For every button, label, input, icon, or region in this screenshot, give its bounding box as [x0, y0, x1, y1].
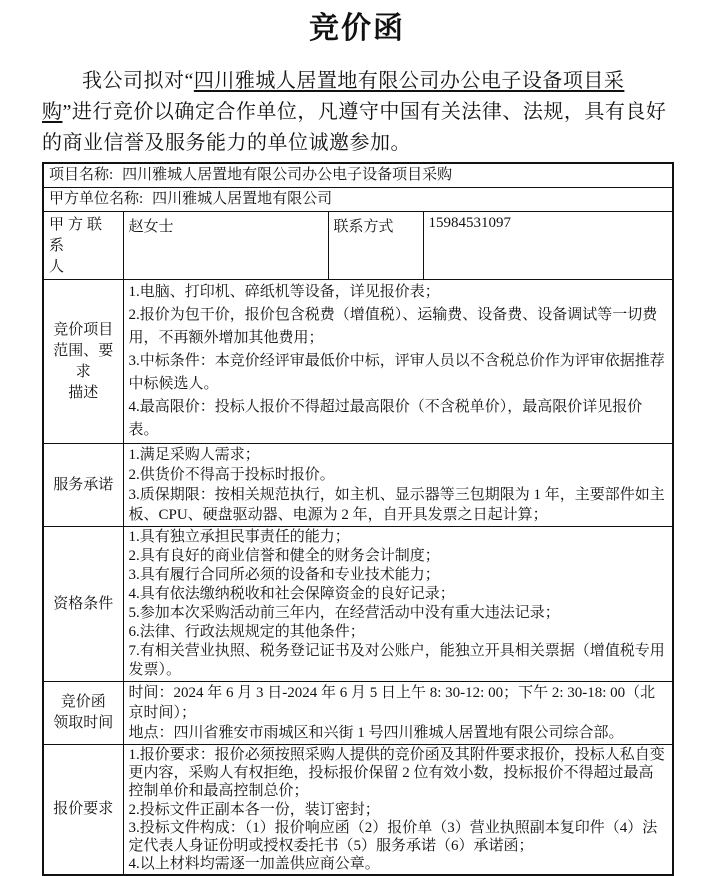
service-item: 2.供货价不得高于投标时报价。 — [128, 467, 335, 483]
contact-phone: 15984531097 — [428, 215, 511, 231]
quotation-item: 3.投标文件构成：（1）报价响应函（2）报价单（3）营业执照副本复印件（4）法定代表人身证份明或授权委托书（5）服务承诺（6）承诺函； — [128, 819, 658, 855]
contact-name: 赵女士 — [128, 219, 174, 235]
contact-method-label-cell — [328, 212, 423, 280]
collection-label-line1: 竞价函 — [60, 694, 106, 710]
quotation-item: 1.报价要求：报价必须按照采购人提供的竞价函及其附件要求报价，投标人私自变更内容，采购人有权拒绝，投标报价保留 2 位有效小数，投标报价不得超过最高控制单价和最高控制总价； — [128, 747, 665, 800]
party-a-name-cell — [43, 188, 673, 212]
collection-place: 地点：四川省雅安市雨城区和兴街 1 号四川雅城人居置地有限公司综合部。 — [128, 725, 624, 741]
project-name-cell — [43, 163, 673, 188]
quotation-label: 报价要求 — [53, 801, 114, 818]
collection-label-cell — [43, 682, 123, 745]
collection-content-cell — [123, 682, 673, 745]
qualification-item: 3.具有履行合同所必须的设备和专业技术能力； — [128, 567, 440, 583]
collection-label-line2: 领取时间 — [53, 715, 114, 731]
scope-item: 4.最高限价：投标人报价不得超过最高限价（不含税单价），最高限价详见报价表。 — [128, 399, 643, 438]
contact-name-cell — [123, 212, 328, 280]
scope-label-cell — [43, 280, 123, 444]
contact-method-label: 联系方式 — [333, 219, 394, 235]
qualification-label: 资格条件 — [53, 595, 114, 612]
project-name-label: 项目名称: — [49, 167, 114, 183]
party-a-name-value: 四川雅城人居置地有限公司 — [152, 191, 333, 207]
scope-item: 3.中标条件：本竞价经评审最低价中标，评审人员以不含税总价作为评审依据推荐中标候选人。 — [128, 353, 665, 392]
row-project-name — [43, 163, 673, 188]
qualification-item: 5.参加本次采购活动前三年内，在经营活动中没有重大违法记录； — [128, 605, 560, 621]
quotation-label-cell — [43, 745, 123, 876]
qualification-label-cell — [43, 527, 123, 682]
contact-phone-cell — [423, 212, 673, 280]
row-scope — [43, 280, 673, 444]
bid-table — [42, 162, 674, 876]
scope-content-cell — [123, 280, 673, 444]
service-item: 1.满足采购人需求； — [128, 447, 260, 463]
contact-label-line1: 甲方联系 — [49, 217, 107, 254]
service-label-cell — [43, 444, 123, 527]
row-service-commitment — [43, 444, 673, 527]
row-collection-time — [43, 682, 673, 745]
scope-item: 2.报价为包干价，报价包含税费（增值税）、运输费、设备费、设备调试等一切费用，不再额外增加其他费用； — [128, 307, 658, 346]
intro-text-after: ”进行竞价以确定合作单位，凡遵守中国有关法律、法规，具有良好的商业信誉及服务能力的单位诚邀参加。 — [42, 101, 667, 154]
intro-paragraph — [42, 66, 672, 159]
scope-item: 1.电脑、打印机、碎纸机等设备，详见报价表； — [128, 284, 440, 300]
intro-project-name-underlined: 四川雅城人居置地有限公司办公电子设备项目采购 — [42, 70, 625, 123]
qualification-item: 4.具有依法缴纳税收和社会保障资金的良好记录； — [128, 586, 455, 602]
quotation-item: 4.以上材料均需逐一加盖供应商公章。 — [128, 856, 380, 873]
service-item: 3.质保期限：按相关规范执行，如主机、显示器等三包期限为 1 年，主要部件如主板、CPU、硬盘驱动器、电源为 2 年，自开具发票之日起计算； — [128, 487, 665, 523]
contact-label-line2: 人 — [49, 259, 65, 275]
qualification-content-cell — [123, 527, 673, 682]
service-content-cell — [123, 444, 673, 527]
document-title: 竞价函 — [309, 12, 405, 45]
scope-label-line3: 描述 — [68, 384, 99, 401]
quotation-item: 2.投标文件正副本各一份，装订密封； — [128, 801, 380, 818]
scope-label-line2: 范围、要求 — [53, 342, 114, 380]
service-label: 服务承诺 — [53, 476, 114, 493]
qualification-item: 7.有相关营业执照、税务登记证书及对公账户，能独立开具相关票据（增值税专用发票）。 — [128, 643, 665, 678]
intro-text-before: 我公司拟对“ — [82, 70, 194, 92]
row-qualification — [43, 527, 673, 682]
row-quotation-requirements — [43, 745, 673, 876]
row-party-a-name — [43, 188, 673, 212]
project-name-value: 四川雅城人居置地有限公司办公电子设备项目采购 — [122, 167, 453, 183]
qualification-item: 2.具有良好的商业信誉和健全的财务会计制度； — [128, 548, 440, 564]
qualification-item: 6.法律、行政法规规定的其他条件； — [128, 624, 365, 640]
quotation-content-cell — [123, 745, 673, 876]
collection-time: 时间：2024 年 6 月 3 日-2024 年 6 月 5 日上午 8: 30-12: 00；下午 2: 30-18: 00（北京时间）； — [128, 685, 656, 721]
qualification-item: 1.具有独立承担民事责任的能力； — [128, 529, 350, 545]
contact-label-cell — [43, 212, 123, 280]
party-a-name-label: 甲方单位名称: — [49, 191, 144, 207]
row-contact — [43, 212, 673, 280]
scope-label-line1: 竞价项目 — [53, 321, 114, 338]
